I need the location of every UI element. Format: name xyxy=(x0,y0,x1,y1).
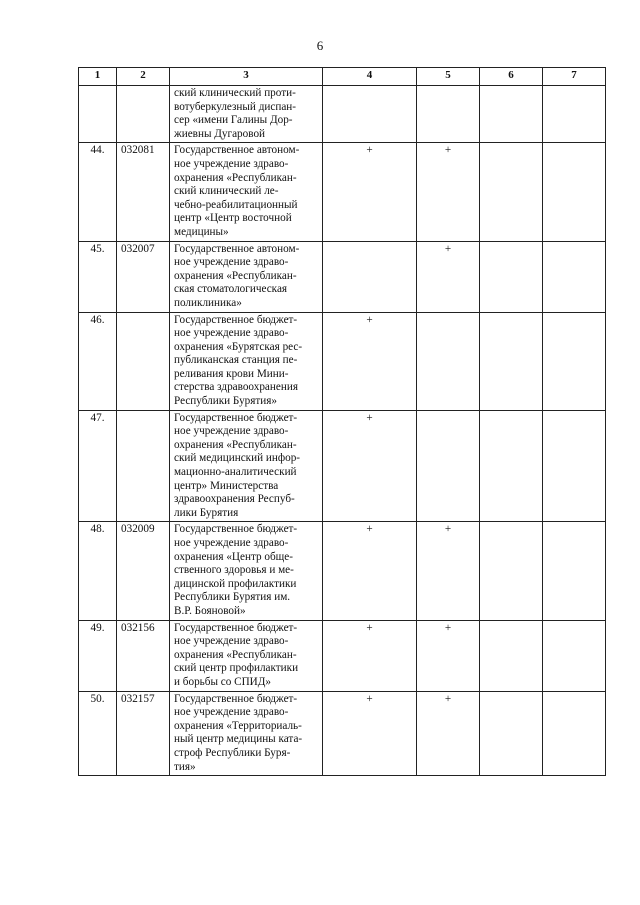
column-header: 2 xyxy=(117,68,170,86)
registry-code: 032157 xyxy=(117,691,170,776)
row-number: 45. xyxy=(79,241,117,312)
row-number: 47. xyxy=(79,410,117,522)
registry-code xyxy=(117,312,170,410)
institutions-table xyxy=(78,67,606,776)
mark-col-5 xyxy=(417,410,480,522)
mark-col-5: + xyxy=(417,522,480,620)
column-header: 7 xyxy=(543,68,606,86)
mark-col-6 xyxy=(480,691,543,776)
column-header: 4 xyxy=(323,68,417,86)
mark-col-7 xyxy=(543,241,606,312)
registry-code: 032007 xyxy=(117,241,170,312)
mark-col-6 xyxy=(480,522,543,620)
registry-code: 032156 xyxy=(117,620,170,691)
registry-code xyxy=(117,86,170,143)
mark-col-4: + xyxy=(323,620,417,691)
mark-col-6 xyxy=(480,86,543,143)
mark-col-5 xyxy=(417,312,480,410)
mark-col-5: + xyxy=(417,143,480,241)
column-header: 3 xyxy=(170,68,323,86)
institution-name: Государственное автоном- ное учреждение здраво- охранения «Республикан- ская стоматологическая поликлиника» xyxy=(170,241,323,312)
mark-col-6 xyxy=(480,620,543,691)
row-number: 48. xyxy=(79,522,117,620)
mark-col-7 xyxy=(543,312,606,410)
registry-code: 032081 xyxy=(117,143,170,241)
table-row xyxy=(79,522,606,620)
row-number: 50. xyxy=(79,691,117,776)
table-row xyxy=(79,241,606,312)
mark-col-4: + xyxy=(323,143,417,241)
row-number: 44. xyxy=(79,143,117,241)
mark-col-4: + xyxy=(323,691,417,776)
table-row xyxy=(79,410,606,522)
column-header: 6 xyxy=(480,68,543,86)
mark-col-7 xyxy=(543,410,606,522)
mark-col-7 xyxy=(543,691,606,776)
institution-name: Государственное бюджет- ное учреждение здраво- охранения «Республикан- ский медицинский инфор- мационно-аналитический центр» Министерства здравоохранения Респуб- лики Бурятия xyxy=(170,410,323,522)
mark-col-5: + xyxy=(417,691,480,776)
mark-col-5 xyxy=(417,86,480,143)
row-number: 46. xyxy=(79,312,117,410)
page-number: 6 xyxy=(316,38,324,53)
mark-col-6 xyxy=(480,312,543,410)
column-header: 1 xyxy=(79,68,117,86)
mark-col-7 xyxy=(543,620,606,691)
mark-col-6 xyxy=(480,410,543,522)
mark-col-4: + xyxy=(323,312,417,410)
mark-col-7 xyxy=(543,522,606,620)
institution-name: Государственное бюджет- ное учреждение здраво- охранения «Бурятская рес- публиканская станция пе- реливания крови Мини- стерства здравоохранения Республики Бурятия» xyxy=(170,312,323,410)
institution-name: Государственное автоном- ное учреждение здраво- охранения «Республикан- ский клинический ле- чебно-реабилитационный центр «Центр восточной медицины» xyxy=(170,143,323,241)
registry-code: 032009 xyxy=(117,522,170,620)
mark-col-5: + xyxy=(417,241,480,312)
mark-col-4: + xyxy=(323,410,417,522)
column-header: 5 xyxy=(417,68,480,86)
mark-col-5: + xyxy=(417,620,480,691)
institution-name: Государственное бюджет- ное учреждение здраво- охранения «Республикан- ский центр профилактики и борьбы со СПИД» xyxy=(170,620,323,691)
table-row xyxy=(79,143,606,241)
table-row xyxy=(79,86,606,143)
mark-col-7 xyxy=(543,143,606,241)
table-row xyxy=(79,312,606,410)
mark-col-4: + xyxy=(323,522,417,620)
mark-col-4 xyxy=(323,241,417,312)
institution-name: Государственное бюджет- ное учреждение здраво- охранения «Центр обще- ственного здоровья и ме- дицинской профилактики Республики Бурятия им. В.Р. Бояновой» xyxy=(170,522,323,620)
mark-col-4 xyxy=(323,86,417,143)
mark-col-6 xyxy=(480,241,543,312)
institution-name: ский клинический проти- вотуберкулезный диспан- сер «имени Галины Дор- жиевны Дугаровой xyxy=(170,86,323,143)
mark-col-7 xyxy=(543,86,606,143)
registry-code xyxy=(117,410,170,522)
table-row xyxy=(79,620,606,691)
row-number: 49. xyxy=(79,620,117,691)
institution-name: Государственное бюджет- ное учреждение здраво- охранения «Территориаль- ный центр медицины ката- строф Республики Буря- тия» xyxy=(170,691,323,776)
row-number xyxy=(79,86,117,143)
header-row xyxy=(79,68,606,86)
mark-col-6 xyxy=(480,143,543,241)
table-row xyxy=(79,691,606,776)
